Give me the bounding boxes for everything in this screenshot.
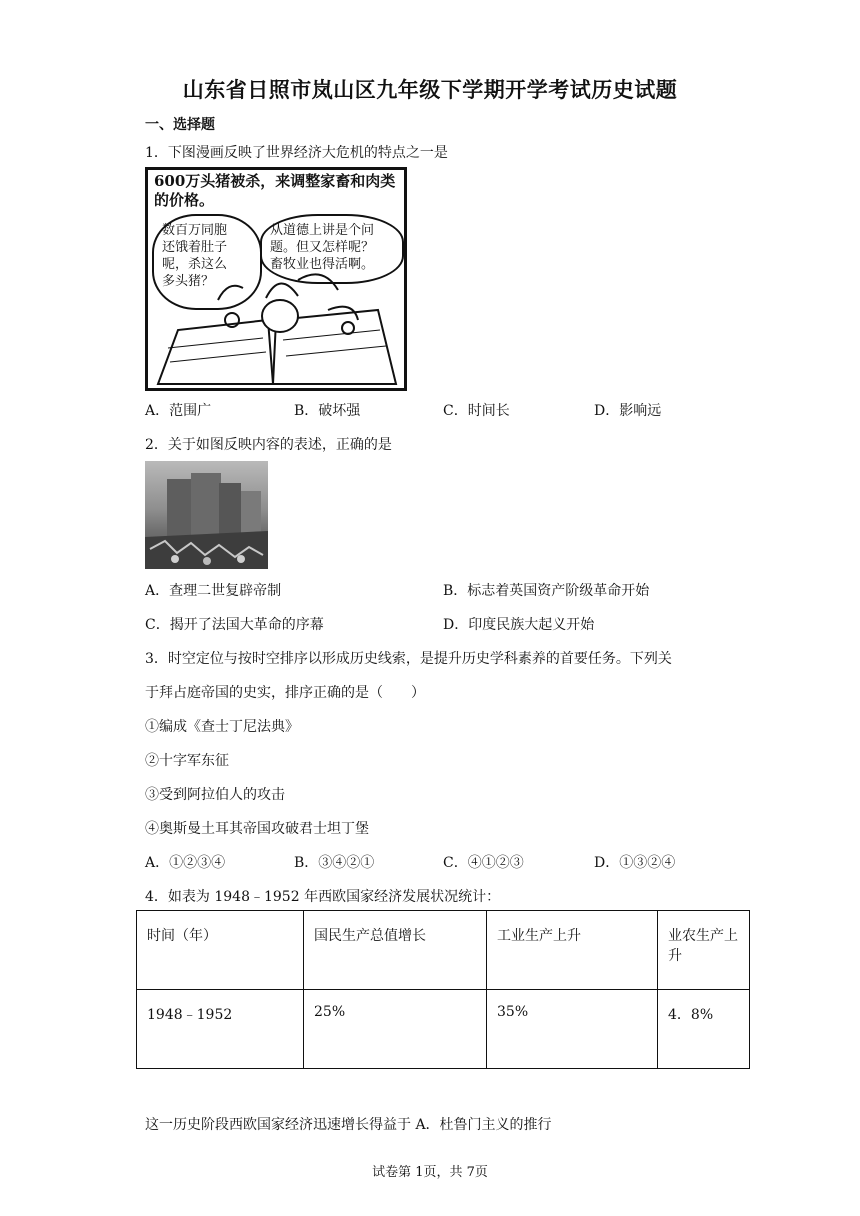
bubble-right-text: 从道德上讲是个问 题。但又怎样呢？ 畜牧业也得活啊。 (270, 223, 375, 272)
q2-option-d[interactable]: D．印度民族大起义开始 (443, 617, 595, 633)
q3-item-1: ①编成《查士丁尼法典》 (145, 719, 299, 735)
table-header-row (137, 911, 750, 990)
q3-item-4: ④奥斯曼土耳其帝国攻破君士坦丁堡 (145, 821, 369, 837)
q1-option-b[interactable]: B．破坏强 (294, 403, 361, 419)
q3-option-b[interactable]: B．③④②① (294, 855, 375, 871)
q3-item-2: ②十字军东征 (145, 753, 229, 769)
q2-option-a[interactable]: A．查理二世复辟帝制 (145, 583, 282, 599)
bastille-painting (145, 461, 268, 569)
q3-option-d[interactable]: D．①③②④ (594, 855, 676, 871)
table-header-cell: 时间（年） (137, 911, 304, 990)
q1-option-a[interactable]: A．范围广 (145, 403, 212, 419)
table-row (137, 990, 750, 1069)
question-4-stem: 4．如表为 1948﹣1952 年西欧国家经济发展状况统计： (145, 889, 501, 905)
table-cell: 35% (487, 990, 658, 1069)
cartoon-caption: 600万头猪被杀，来调整家畜和肉类的价格。 (154, 172, 396, 209)
question-4-followup: 这一历史阶段西欧国家经济迅速增长得益于 A．杜鲁门主义的推行 (145, 1117, 552, 1133)
section-heading: 一、选择题 (145, 117, 215, 133)
table-header-cell: 国民生产总值增长 (304, 911, 487, 990)
question-1-stem: 1．下图漫画反映了世界经济大危机的特点之一是 (145, 145, 448, 161)
q3-item-3: ③受到阿拉伯人的攻击 (145, 787, 285, 803)
question-3-stem-line2: 于拜占庭帝国的史实，排序正确的是（ ） (145, 685, 425, 701)
table-cell: 4．8% (658, 990, 750, 1069)
q2-option-c[interactable]: C．揭开了法国大革命的序幕 (145, 617, 324, 633)
q1-option-c[interactable]: C．时间长 (443, 403, 510, 419)
table-header-cell: 工业生产上升 (487, 911, 658, 990)
page-footer: 试卷第 1页，共 7页 (372, 1165, 488, 1180)
economy-table (136, 910, 750, 1069)
cartoon-image (145, 167, 407, 391)
question-3-stem-line1: 3．时空定位与按时空排序以形成历史线索，是提升历史学科素养的首要任务。下列关 (145, 651, 672, 667)
table-cell: 25% (304, 990, 487, 1069)
question-2-stem: 2．关于如图反映内容的表述，正确的是 (145, 437, 392, 453)
q2-option-b[interactable]: B．标志着英国资产阶级革命开始 (443, 583, 650, 599)
q1-option-d[interactable]: D．影响远 (594, 403, 662, 419)
cartoon-drawing (148, 170, 404, 390)
table-header-cell: 业农生产上升 (658, 911, 750, 990)
painting-drawing (145, 461, 268, 569)
bubble-left-text: 数百万同胞 还饿着肚子 呢，杀这么 多头猪？ (162, 223, 228, 289)
table-cell: 1948﹣1952 (137, 990, 304, 1069)
exam-title: 山东省日照市岚山区九年级下学期开学考试历史试题 (182, 77, 678, 102)
q3-option-a[interactable]: A．①②③④ (145, 855, 226, 871)
q3-option-c[interactable]: C．④①②③ (443, 855, 524, 871)
